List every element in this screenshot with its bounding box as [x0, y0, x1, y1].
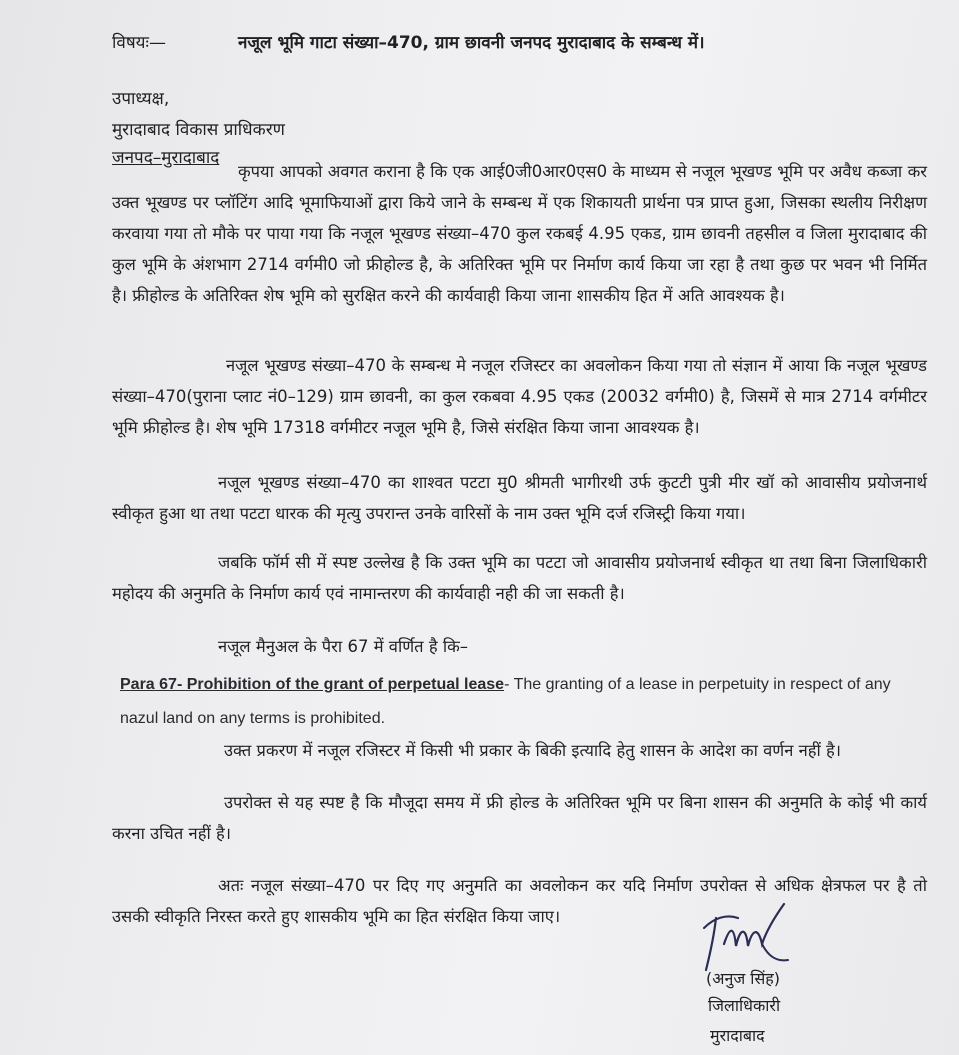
para67-quote	[120, 668, 920, 736]
paragraph-directive: अतः नजूल संख्या–470 पर दिए गए अनुमति का अवलोकन कर यदि निर्माण उपरोक्त से अधिक क्षेत्रफल पर है तो उसकी स्वीकृति निरस्त करते हुए शासकीय भूमि का हित संरक्षित किया जाए।	[112, 876, 927, 926]
paragraph-form-c: जबकि फॉर्म सी में स्पष्ट उल्लेख है कि उक्त भूमि का पटटा जो आवासीय प्रयोजनार्थ स्वीकृत था तथा बिना जिलाधिकारी महोदय की अनुमति के निर्माण कार्य एवं नामान्तरण की कार्यवाही नही की जा सकती है।	[112, 553, 927, 603]
paragraph-conclusion: उपरोक्त से यह स्पष्ट है कि मौजूदा समय में फ्री होल्ड के अतिरिक्त भूमि पर बिना शासन की अनुमति के कोई भी कार्य करना उचित नहीं है।	[112, 793, 927, 843]
paragraph-manual-ref: नजूल मैनुअल के पैरा 67 में वर्णित है कि–	[218, 637, 469, 656]
para67-heading: Para 67- Prohibition of the grant of perpetual lease	[120, 676, 505, 693]
paragraph-complaint: कृपया आपको अवगत कराना है कि एक आई0जी0आर0एस0 के माध्यम से नजूल भूखण्ड भूमि पर अवैध कब्जा कर उक्त भूखण्ड पर प्लॉटिंग आदि भूमाफियाओं द्वारा किये जाने के सम्बन्ध में एक शिकायती प्रार्थना पत्र प्राप्त हुआ, जिसका स्थलीय निरीक्षण करवाया गया तो मौके पर पाया गया कि नजूल भूखण्ड संख्या–470 कुल रकबई 4.95 एकड, ग्राम छावनी तहसील व जिला मुरादाबाद की कुल भूमि के अंशभाग 2714 वर्गमी0 जो फ्रीहोल्ड है, के अतिरिक्त भूमि पर निर्माण कार्य किया जा रहा है तथा कुछ पर भवन भी निर्मित है। फ्रीहोल्ड के अतिरिक्त शेष भूमि को सुरक्षित करने की कार्यवाही किया जाना शासकीय हित में अति आवश्यक है।	[112, 162, 927, 305]
subject-label: विषयः—	[112, 33, 166, 53]
signatory-name: (अनुज सिंह)	[706, 969, 781, 988]
recipient-organization: मुरादाबाद विकास प्राधिकरण	[112, 120, 285, 140]
paragraph-lease: नजूल भूखण्ड संख्या–470 का शाश्वत पटटा मु0 श्रीमती भागीरथी उर्फ कुटटी पुत्री मीर खॉ को आवासीय प्रयोजनार्थ स्वीकृत हुआ था तथा पटटा धारक की मृत्यु उपरान्त उनके वारिसों के नाम उक्त भूमि दर्ज रजिस्ट्री किया गया।	[112, 473, 927, 523]
subject-text: नजूल भूमि गाटा संख्या–470, ग्राम छावनी जनपद मुरादाबाद के सम्बन्ध में।	[238, 33, 705, 53]
signatory-place: मुरादाबाद	[710, 1026, 765, 1045]
para67-body: - The granting of a lease in perpetuity in respect of any nazul land on any terms is prohibited.	[120, 676, 891, 727]
recipient-designation: उपाध्यक्ष,	[112, 89, 170, 109]
recipient-district: जनपद–मुरादाबाद	[112, 148, 220, 168]
signatory-designation: जिलाधिकारी	[708, 996, 781, 1015]
paragraph-no-order: उक्त प्रकरण में नजूल रजिस्टर में किसी भी प्रकार के बिकी इत्यादि हेतु शासन के आदेश का वर्णन नहीं है।	[224, 741, 842, 760]
handwritten-signature	[696, 896, 806, 976]
paragraph-register: नजूल भूखण्ड संख्या–470 के सम्बन्ध मे नजूल रजिस्टर का अवलोकन किया गया तो संज्ञान में आया कि नजूल भूखण्ड संख्या–470(पुराना प्लाट नं0–129) ग्राम छावनी, का कुल रकबवा 4.95 एकड (20032 वर्गमी0) है, जिसमें से मात्र 2714 वर्गमीटर भूमि फ्रीहोल्ड है। शेष भूमि 17318 वर्गमीटर नजूल भूमि है, जिसे संरक्षित किया जाना आवश्यक है।	[112, 356, 927, 437]
